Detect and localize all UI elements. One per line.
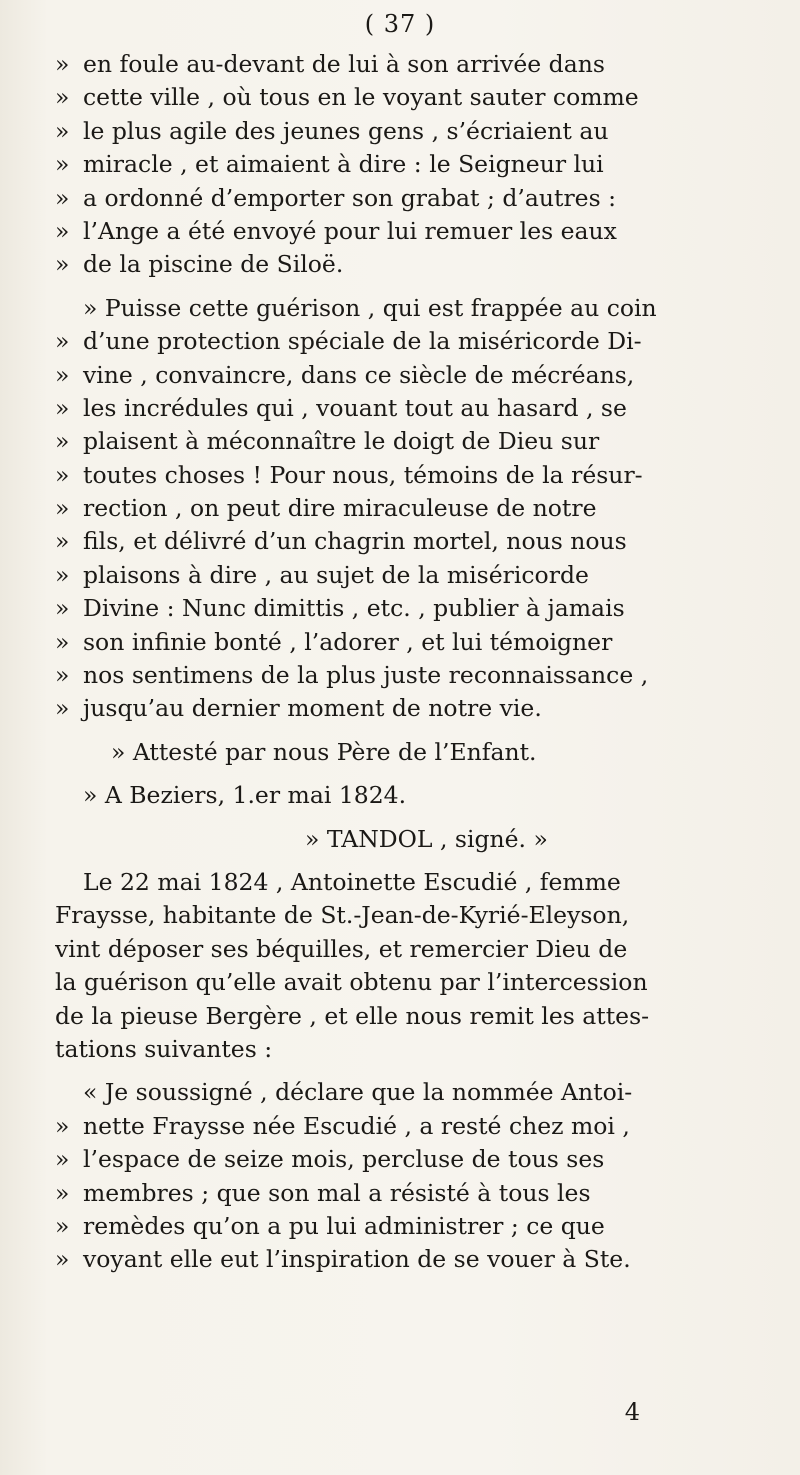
text-line [55, 1177, 770, 1210]
text-line [55, 1033, 770, 1066]
text-line [55, 626, 770, 659]
line-text: le plus agile des jeunes gens , s’écriaient au [83, 116, 609, 145]
quote-mark: » [55, 494, 70, 523]
line-text: » TANDOL , signé. » [305, 824, 548, 853]
quote-mark: » [55, 527, 70, 556]
quote-mark: » [55, 661, 70, 690]
quote-mark: » [55, 150, 70, 179]
text-line [55, 1243, 770, 1276]
quote-mark: » [55, 427, 70, 456]
line-text: Divine : Nunc dimittis , etc. , publier à jamais [83, 594, 625, 623]
line-text: en foule au-devant de lui à son arrivée dans [83, 50, 605, 78]
quote-mark: » [55, 393, 70, 422]
signature-line [55, 823, 770, 856]
line-text: « Je soussigné , déclare que la nommée Antoi- [83, 1078, 633, 1107]
line-text: toutes choses ! Pour nous, témoins de la résur- [83, 460, 643, 489]
quote-mark: » [55, 1111, 70, 1140]
line-text: nos sentimens de la plus juste reconnaissance , [83, 661, 649, 690]
line-text: de la pieuse Bergère , et elle nous remit les attes- [55, 1001, 650, 1030]
quote-mark: » [55, 1178, 70, 1207]
text-line [55, 248, 770, 281]
text-line [55, 933, 770, 966]
quote-mark: » [55, 83, 70, 112]
text-line [55, 1110, 770, 1143]
line-text: l’Ange a été envoyé pour lui remuer les eaux [83, 216, 617, 245]
line-text: d’une protection spéciale de la miséricorde Di- [83, 327, 642, 356]
text-line [55, 525, 770, 558]
line-text: les incrédules qui , vouant tout au hasard , se [83, 393, 627, 422]
quote-mark: » [55, 1245, 70, 1274]
line-text: vint déposer ses béquilles, et remercier Dieu de [55, 934, 628, 963]
text-line [55, 1210, 770, 1243]
text-line [55, 692, 770, 725]
line-text: nette Fraysse née Escudié , a resté chez moi , [83, 1111, 630, 1140]
text-line [55, 1143, 770, 1176]
line-text: voyant elle eut l’inspiration de se vouer à Ste. [83, 1245, 631, 1274]
line-text: vine , convaincre, dans ce siècle de mécréans, [83, 360, 635, 389]
quote-mark: » [55, 116, 70, 145]
page-text [55, 48, 770, 1277]
quote-mark: » [55, 694, 70, 723]
line-text: jusqu’au dernier moment de notre vie. [83, 694, 542, 723]
text-line [55, 115, 770, 148]
line-text: rection , on peut dire miraculeuse de notre [83, 494, 597, 523]
line-text: miracle , et aimaient à dire : le Seigneur lui [83, 150, 604, 179]
signature-mark-container [0, 1398, 800, 1426]
text-line [55, 81, 770, 114]
quote-mark: » [55, 627, 70, 656]
line-text: Fraysse, habitante de St.-Jean-de-Kyrié-Eleyson, [55, 901, 630, 930]
line-text: plaisent à méconnaître le doigt de Dieu sur [83, 427, 600, 456]
quote-mark: » [55, 460, 70, 489]
text-line [55, 325, 770, 358]
line-text: tations suivantes : [55, 1034, 273, 1063]
line-text: » A Beziers, 1.er mai 1824. [83, 781, 407, 810]
quote-mark: » [55, 183, 70, 212]
line-text: Le 22 mai 1824 , Antoinette Escudié , femme [83, 867, 621, 896]
line-text: cette ville , où tous en le voyant sauter comme [83, 83, 639, 112]
text-line [55, 899, 770, 932]
text-line [55, 425, 770, 458]
line-text: a ordonné d’emporter son grabat ; d’autres : [83, 183, 617, 212]
text-line [55, 559, 770, 592]
line-text: » Puisse cette guérison , qui est frappée au coin [83, 293, 657, 322]
text-line [55, 182, 770, 215]
quote-mark: » [55, 1145, 70, 1174]
paragraph-start-line [55, 1076, 770, 1109]
page-number: ( 37 ) [364, 10, 436, 38]
attestation-line [55, 736, 770, 769]
line-text: son infinie bonté , l’adorer , et lui témoigner [83, 627, 613, 656]
date-line [55, 779, 770, 812]
quote-mark: » [55, 594, 70, 623]
text-line [55, 148, 770, 181]
signature-mark: 4 [624, 1398, 640, 1426]
text-line [55, 215, 770, 248]
line-text: l’espace de seize mois, percluse de tous ses [83, 1145, 605, 1174]
line-text: fils, et délivré d’un chagrin mortel, nous nous [83, 527, 627, 556]
quote-mark: » [55, 250, 70, 279]
text-line [55, 392, 770, 425]
quote-mark: » [55, 50, 70, 78]
quote-mark: » [55, 360, 70, 389]
text-line [55, 492, 770, 525]
quote-mark: » [55, 1211, 70, 1240]
text-line [55, 48, 770, 81]
line-text: plaisons à dire , au sujet de la miséricorde [83, 560, 589, 589]
text-line [55, 966, 770, 999]
text-line [55, 459, 770, 492]
text-line [55, 592, 770, 625]
quote-mark: » [55, 327, 70, 356]
text-line [55, 359, 770, 392]
text-line [55, 659, 770, 692]
paragraph-start-line [55, 292, 770, 325]
line-text: membres ; que son mal a résisté à tous les [83, 1178, 591, 1207]
quote-mark: » [55, 216, 70, 245]
line-text: remèdes qu’on a pu lui administrer ; ce que [83, 1211, 605, 1240]
line-text: de la piscine de Siloë. [83, 250, 344, 279]
line-text: » Attesté par nous Père de l’Enfant. [111, 737, 537, 766]
text-line [55, 1000, 770, 1033]
quote-mark: » [55, 560, 70, 589]
paragraph-start-line [55, 866, 770, 899]
line-text: la guérison qu’elle avait obtenu par l’intercession [55, 968, 648, 997]
